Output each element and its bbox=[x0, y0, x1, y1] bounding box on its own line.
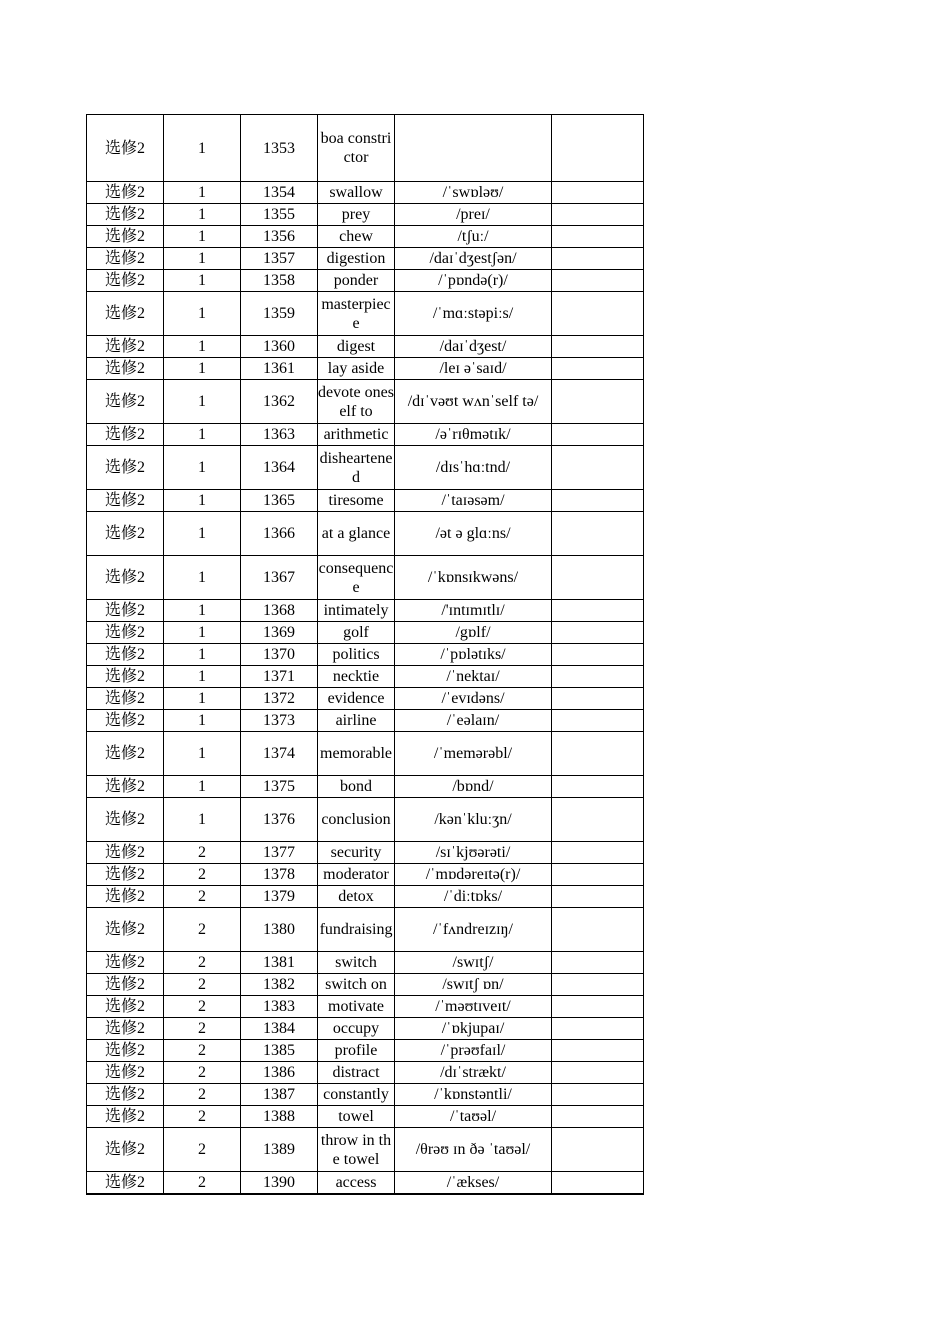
word-cell: throw in the towel bbox=[318, 1128, 395, 1172]
word-cell: necktie bbox=[318, 666, 395, 688]
notes-cell bbox=[552, 644, 644, 666]
phonetic-cell: /ˈækses/ bbox=[395, 1172, 552, 1195]
notes-cell bbox=[552, 776, 644, 798]
index-cell: 1387 bbox=[241, 1084, 318, 1106]
index-cell: 1370 bbox=[241, 644, 318, 666]
unit-cell: 2 bbox=[164, 952, 241, 974]
book-cell: 选修2 bbox=[87, 1018, 164, 1040]
word-cell: lay aside bbox=[318, 358, 395, 380]
unit-cell: 2 bbox=[164, 842, 241, 864]
notes-cell bbox=[552, 336, 644, 358]
book-cell: 选修2 bbox=[87, 776, 164, 798]
unit-cell: 1 bbox=[164, 710, 241, 732]
phonetic-cell: /ət ə glɑːns/ bbox=[395, 512, 552, 556]
vocabulary-table-body bbox=[87, 115, 644, 1195]
word-cell: detox bbox=[318, 886, 395, 908]
table-row bbox=[87, 358, 644, 380]
phonetic-cell: /bɒnd/ bbox=[395, 776, 552, 798]
table-row bbox=[87, 182, 644, 204]
book-cell: 选修2 bbox=[87, 1106, 164, 1128]
unit-cell: 2 bbox=[164, 1128, 241, 1172]
word-cell: politics bbox=[318, 644, 395, 666]
unit-cell: 1 bbox=[164, 666, 241, 688]
book-cell: 选修2 bbox=[87, 270, 164, 292]
word-cell: disheartened bbox=[318, 446, 395, 490]
unit-cell: 1 bbox=[164, 512, 241, 556]
index-cell: 1379 bbox=[241, 886, 318, 908]
notes-cell bbox=[552, 556, 644, 600]
phonetic-cell: /daɪˈdʒest/ bbox=[395, 336, 552, 358]
book-cell: 选修2 bbox=[87, 1040, 164, 1062]
index-cell: 1371 bbox=[241, 666, 318, 688]
notes-cell bbox=[552, 292, 644, 336]
notes-cell bbox=[552, 688, 644, 710]
unit-cell: 1 bbox=[164, 622, 241, 644]
book-cell: 选修2 bbox=[87, 644, 164, 666]
word-cell: consequence bbox=[318, 556, 395, 600]
unit-cell: 1 bbox=[164, 798, 241, 842]
notes-cell bbox=[552, 666, 644, 688]
index-cell: 1376 bbox=[241, 798, 318, 842]
phonetic-cell: /ˈdiːtɒks/ bbox=[395, 886, 552, 908]
book-cell: 选修2 bbox=[87, 798, 164, 842]
notes-cell bbox=[552, 798, 644, 842]
phonetic-cell: /ˈmɑːstəpiːs/ bbox=[395, 292, 552, 336]
index-cell: 1357 bbox=[241, 248, 318, 270]
word-cell: motivate bbox=[318, 996, 395, 1018]
book-cell: 选修2 bbox=[87, 886, 164, 908]
unit-cell: 2 bbox=[164, 1018, 241, 1040]
table-row bbox=[87, 446, 644, 490]
book-cell: 选修2 bbox=[87, 556, 164, 600]
word-cell: access bbox=[318, 1172, 395, 1195]
notes-cell bbox=[552, 1128, 644, 1172]
phonetic-cell: /gɒlf/ bbox=[395, 622, 552, 644]
unit-cell: 2 bbox=[164, 1084, 241, 1106]
word-cell: chew bbox=[318, 226, 395, 248]
table-row bbox=[87, 1128, 644, 1172]
unit-cell: 1 bbox=[164, 336, 241, 358]
phonetic-cell: /θrəʊ ɪn ðə ˈtaʊəl/ bbox=[395, 1128, 552, 1172]
word-cell: at a glance bbox=[318, 512, 395, 556]
unit-cell: 1 bbox=[164, 446, 241, 490]
table-row bbox=[87, 952, 644, 974]
book-cell: 选修2 bbox=[87, 1062, 164, 1084]
table-row bbox=[87, 1106, 644, 1128]
table-row bbox=[87, 424, 644, 446]
table-row bbox=[87, 688, 644, 710]
phonetic-cell: /ˈtaɪəsəm/ bbox=[395, 490, 552, 512]
unit-cell: 2 bbox=[164, 1062, 241, 1084]
phonetic-cell: /ˈeəlaɪn/ bbox=[395, 710, 552, 732]
unit-cell: 1 bbox=[164, 732, 241, 776]
index-cell: 1372 bbox=[241, 688, 318, 710]
index-cell: 1365 bbox=[241, 490, 318, 512]
word-cell: occupy bbox=[318, 1018, 395, 1040]
notes-cell bbox=[552, 1172, 644, 1195]
book-cell: 选修2 bbox=[87, 424, 164, 446]
phonetic-cell: /ˈevɪdəns/ bbox=[395, 688, 552, 710]
index-cell: 1378 bbox=[241, 864, 318, 886]
word-cell: memorable bbox=[318, 732, 395, 776]
table-row bbox=[87, 1040, 644, 1062]
table-row bbox=[87, 1084, 644, 1106]
index-cell: 1381 bbox=[241, 952, 318, 974]
phonetic-cell: /swɪtʃ/ bbox=[395, 952, 552, 974]
phonetic-cell: /kənˈkluːʒn/ bbox=[395, 798, 552, 842]
notes-cell bbox=[552, 512, 644, 556]
table-row bbox=[87, 336, 644, 358]
index-cell: 1377 bbox=[241, 842, 318, 864]
table-row bbox=[87, 204, 644, 226]
index-cell: 1369 bbox=[241, 622, 318, 644]
word-cell: switch bbox=[318, 952, 395, 974]
notes-cell bbox=[552, 600, 644, 622]
notes-cell bbox=[552, 115, 644, 182]
unit-cell: 1 bbox=[164, 600, 241, 622]
phonetic-cell: /ˈkɒnstəntli/ bbox=[395, 1084, 552, 1106]
index-cell: 1355 bbox=[241, 204, 318, 226]
word-cell: bond bbox=[318, 776, 395, 798]
word-cell: devote oneself to bbox=[318, 380, 395, 424]
table-row bbox=[87, 974, 644, 996]
word-cell: boa constrictor bbox=[318, 115, 395, 182]
notes-cell bbox=[552, 1084, 644, 1106]
phonetic-cell: /ˈməʊtɪveɪt/ bbox=[395, 996, 552, 1018]
word-cell: ponder bbox=[318, 270, 395, 292]
book-cell: 选修2 bbox=[87, 380, 164, 424]
index-cell: 1361 bbox=[241, 358, 318, 380]
index-cell: 1367 bbox=[241, 556, 318, 600]
book-cell: 选修2 bbox=[87, 226, 164, 248]
phonetic-cell: /dɪˈstrækt/ bbox=[395, 1062, 552, 1084]
notes-cell bbox=[552, 732, 644, 776]
phonetic-cell: /preɪ/ bbox=[395, 204, 552, 226]
index-cell: 1389 bbox=[241, 1128, 318, 1172]
table-row bbox=[87, 115, 644, 182]
table-row bbox=[87, 798, 644, 842]
book-cell: 选修2 bbox=[87, 908, 164, 952]
word-cell: moderator bbox=[318, 864, 395, 886]
table-row bbox=[87, 512, 644, 556]
index-cell: 1359 bbox=[241, 292, 318, 336]
word-cell: arithmetic bbox=[318, 424, 395, 446]
book-cell: 选修2 bbox=[87, 1172, 164, 1195]
book-cell: 选修2 bbox=[87, 336, 164, 358]
book-cell: 选修2 bbox=[87, 115, 164, 182]
index-cell: 1353 bbox=[241, 115, 318, 182]
unit-cell: 1 bbox=[164, 248, 241, 270]
notes-cell bbox=[552, 1018, 644, 1040]
index-cell: 1374 bbox=[241, 732, 318, 776]
unit-cell: 2 bbox=[164, 1040, 241, 1062]
index-cell: 1373 bbox=[241, 710, 318, 732]
notes-cell bbox=[552, 908, 644, 952]
table-row bbox=[87, 996, 644, 1018]
phonetic-cell: /ˈfʌndreɪzɪŋ/ bbox=[395, 908, 552, 952]
table-row bbox=[87, 248, 644, 270]
index-cell: 1364 bbox=[241, 446, 318, 490]
index-cell: 1358 bbox=[241, 270, 318, 292]
book-cell: 选修2 bbox=[87, 1128, 164, 1172]
notes-cell bbox=[552, 710, 644, 732]
unit-cell: 1 bbox=[164, 380, 241, 424]
table-row bbox=[87, 292, 644, 336]
unit-cell: 2 bbox=[164, 908, 241, 952]
unit-cell: 1 bbox=[164, 270, 241, 292]
word-cell: golf bbox=[318, 622, 395, 644]
table-row bbox=[87, 886, 644, 908]
book-cell: 选修2 bbox=[87, 182, 164, 204]
word-cell: digestion bbox=[318, 248, 395, 270]
index-cell: 1390 bbox=[241, 1172, 318, 1195]
index-cell: 1354 bbox=[241, 182, 318, 204]
book-cell: 选修2 bbox=[87, 512, 164, 556]
book-cell: 选修2 bbox=[87, 292, 164, 336]
notes-cell bbox=[552, 1062, 644, 1084]
phonetic-cell: /leɪ əˈsaɪd/ bbox=[395, 358, 552, 380]
phonetic-cell: /daɪˈdʒestʃən/ bbox=[395, 248, 552, 270]
word-cell: intimately bbox=[318, 600, 395, 622]
table-row bbox=[87, 666, 644, 688]
index-cell: 1362 bbox=[241, 380, 318, 424]
table-row bbox=[87, 644, 644, 666]
book-cell: 选修2 bbox=[87, 864, 164, 886]
notes-cell bbox=[552, 380, 644, 424]
unit-cell: 2 bbox=[164, 886, 241, 908]
phonetic-cell: /ˈmemərəbl/ bbox=[395, 732, 552, 776]
phonetic-cell: /dɪsˈhɑːtnd/ bbox=[395, 446, 552, 490]
table-row bbox=[87, 908, 644, 952]
phonetic-cell: /ˈmɒdəreɪtə(r)/ bbox=[395, 864, 552, 886]
book-cell: 选修2 bbox=[87, 952, 164, 974]
index-cell: 1375 bbox=[241, 776, 318, 798]
word-cell: distract bbox=[318, 1062, 395, 1084]
phonetic-cell: /sɪˈkjʊərəti/ bbox=[395, 842, 552, 864]
unit-cell: 1 bbox=[164, 490, 241, 512]
book-cell: 选修2 bbox=[87, 710, 164, 732]
book-cell: 选修2 bbox=[87, 996, 164, 1018]
phonetic-cell: /ˈprəʊfaɪl/ bbox=[395, 1040, 552, 1062]
notes-cell bbox=[552, 974, 644, 996]
unit-cell: 2 bbox=[164, 996, 241, 1018]
phonetic-cell: /ˈnektaɪ/ bbox=[395, 666, 552, 688]
table-row bbox=[87, 1062, 644, 1084]
book-cell: 选修2 bbox=[87, 666, 164, 688]
notes-cell bbox=[552, 204, 644, 226]
table-row bbox=[87, 556, 644, 600]
notes-cell bbox=[552, 996, 644, 1018]
table-row bbox=[87, 600, 644, 622]
book-cell: 选修2 bbox=[87, 600, 164, 622]
table-row bbox=[87, 710, 644, 732]
index-cell: 1385 bbox=[241, 1040, 318, 1062]
table-row bbox=[87, 732, 644, 776]
notes-cell bbox=[552, 226, 644, 248]
notes-cell bbox=[552, 952, 644, 974]
vocabulary-table bbox=[86, 114, 644, 1195]
unit-cell: 1 bbox=[164, 556, 241, 600]
index-cell: 1360 bbox=[241, 336, 318, 358]
word-cell: conclusion bbox=[318, 798, 395, 842]
book-cell: 选修2 bbox=[87, 358, 164, 380]
unit-cell: 1 bbox=[164, 776, 241, 798]
word-cell: airline bbox=[318, 710, 395, 732]
book-cell: 选修2 bbox=[87, 446, 164, 490]
unit-cell: 1 bbox=[164, 688, 241, 710]
notes-cell bbox=[552, 248, 644, 270]
book-cell: 选修2 bbox=[87, 204, 164, 226]
book-cell: 选修2 bbox=[87, 974, 164, 996]
phonetic-cell: /tʃuː/ bbox=[395, 226, 552, 248]
phonetic-cell: /ˈkɒnsɪkwəns/ bbox=[395, 556, 552, 600]
word-cell: tiresome bbox=[318, 490, 395, 512]
notes-cell bbox=[552, 864, 644, 886]
book-cell: 选修2 bbox=[87, 688, 164, 710]
book-cell: 选修2 bbox=[87, 622, 164, 644]
index-cell: 1384 bbox=[241, 1018, 318, 1040]
notes-cell bbox=[552, 886, 644, 908]
table-row bbox=[87, 226, 644, 248]
index-cell: 1386 bbox=[241, 1062, 318, 1084]
index-cell: 1380 bbox=[241, 908, 318, 952]
table-row bbox=[87, 776, 644, 798]
unit-cell: 1 bbox=[164, 226, 241, 248]
word-cell: prey bbox=[318, 204, 395, 226]
unit-cell: 1 bbox=[164, 115, 241, 182]
notes-cell bbox=[552, 424, 644, 446]
index-cell: 1366 bbox=[241, 512, 318, 556]
notes-cell bbox=[552, 270, 644, 292]
index-cell: 1383 bbox=[241, 996, 318, 1018]
book-cell: 选修2 bbox=[87, 842, 164, 864]
notes-cell bbox=[552, 842, 644, 864]
word-cell: swallow bbox=[318, 182, 395, 204]
notes-cell bbox=[552, 622, 644, 644]
phonetic-cell: /'ɪntɪmɪtlɪ/ bbox=[395, 600, 552, 622]
book-cell: 选修2 bbox=[87, 732, 164, 776]
word-cell: security bbox=[318, 842, 395, 864]
table-row bbox=[87, 490, 644, 512]
table-row bbox=[87, 622, 644, 644]
word-cell: fundraising bbox=[318, 908, 395, 952]
table-row bbox=[87, 1172, 644, 1195]
unit-cell: 2 bbox=[164, 1172, 241, 1195]
phonetic-cell: /ˈtaʊəl/ bbox=[395, 1106, 552, 1128]
unit-cell: 2 bbox=[164, 1106, 241, 1128]
unit-cell: 2 bbox=[164, 974, 241, 996]
index-cell: 1382 bbox=[241, 974, 318, 996]
word-cell: masterpiece bbox=[318, 292, 395, 336]
notes-cell bbox=[552, 182, 644, 204]
unit-cell: 1 bbox=[164, 292, 241, 336]
index-cell: 1363 bbox=[241, 424, 318, 446]
notes-cell bbox=[552, 446, 644, 490]
phonetic-cell: /əˈrɪθmətɪk/ bbox=[395, 424, 552, 446]
phonetic-cell: /ˈpɒlətɪks/ bbox=[395, 644, 552, 666]
word-cell: constantly bbox=[318, 1084, 395, 1106]
index-cell: 1388 bbox=[241, 1106, 318, 1128]
phonetic-cell bbox=[395, 115, 552, 182]
unit-cell: 1 bbox=[164, 204, 241, 226]
notes-cell bbox=[552, 1040, 644, 1062]
unit-cell: 1 bbox=[164, 644, 241, 666]
phonetic-cell: /ˈɒkjupaɪ/ bbox=[395, 1018, 552, 1040]
table-row bbox=[87, 270, 644, 292]
phonetic-cell: /dɪˈvəʊt wʌnˈself tə/ bbox=[395, 380, 552, 424]
unit-cell: 2 bbox=[164, 864, 241, 886]
index-cell: 1356 bbox=[241, 226, 318, 248]
book-cell: 选修2 bbox=[87, 248, 164, 270]
book-cell: 选修2 bbox=[87, 490, 164, 512]
word-cell: switch on bbox=[318, 974, 395, 996]
table-row bbox=[87, 842, 644, 864]
index-cell: 1368 bbox=[241, 600, 318, 622]
phonetic-cell: /swɪtʃ ɒn/ bbox=[395, 974, 552, 996]
unit-cell: 1 bbox=[164, 182, 241, 204]
phonetic-cell: /ˈpɒndə(r)/ bbox=[395, 270, 552, 292]
word-cell: digest bbox=[318, 336, 395, 358]
phonetic-cell: /ˈswɒləʊ/ bbox=[395, 182, 552, 204]
book-cell: 选修2 bbox=[87, 1084, 164, 1106]
notes-cell bbox=[552, 490, 644, 512]
notes-cell bbox=[552, 358, 644, 380]
table-row bbox=[87, 864, 644, 886]
word-cell: towel bbox=[318, 1106, 395, 1128]
table-row bbox=[87, 380, 644, 424]
notes-cell bbox=[552, 1106, 644, 1128]
word-cell: profile bbox=[318, 1040, 395, 1062]
word-cell: evidence bbox=[318, 688, 395, 710]
unit-cell: 1 bbox=[164, 358, 241, 380]
unit-cell: 1 bbox=[164, 424, 241, 446]
table-row bbox=[87, 1018, 644, 1040]
